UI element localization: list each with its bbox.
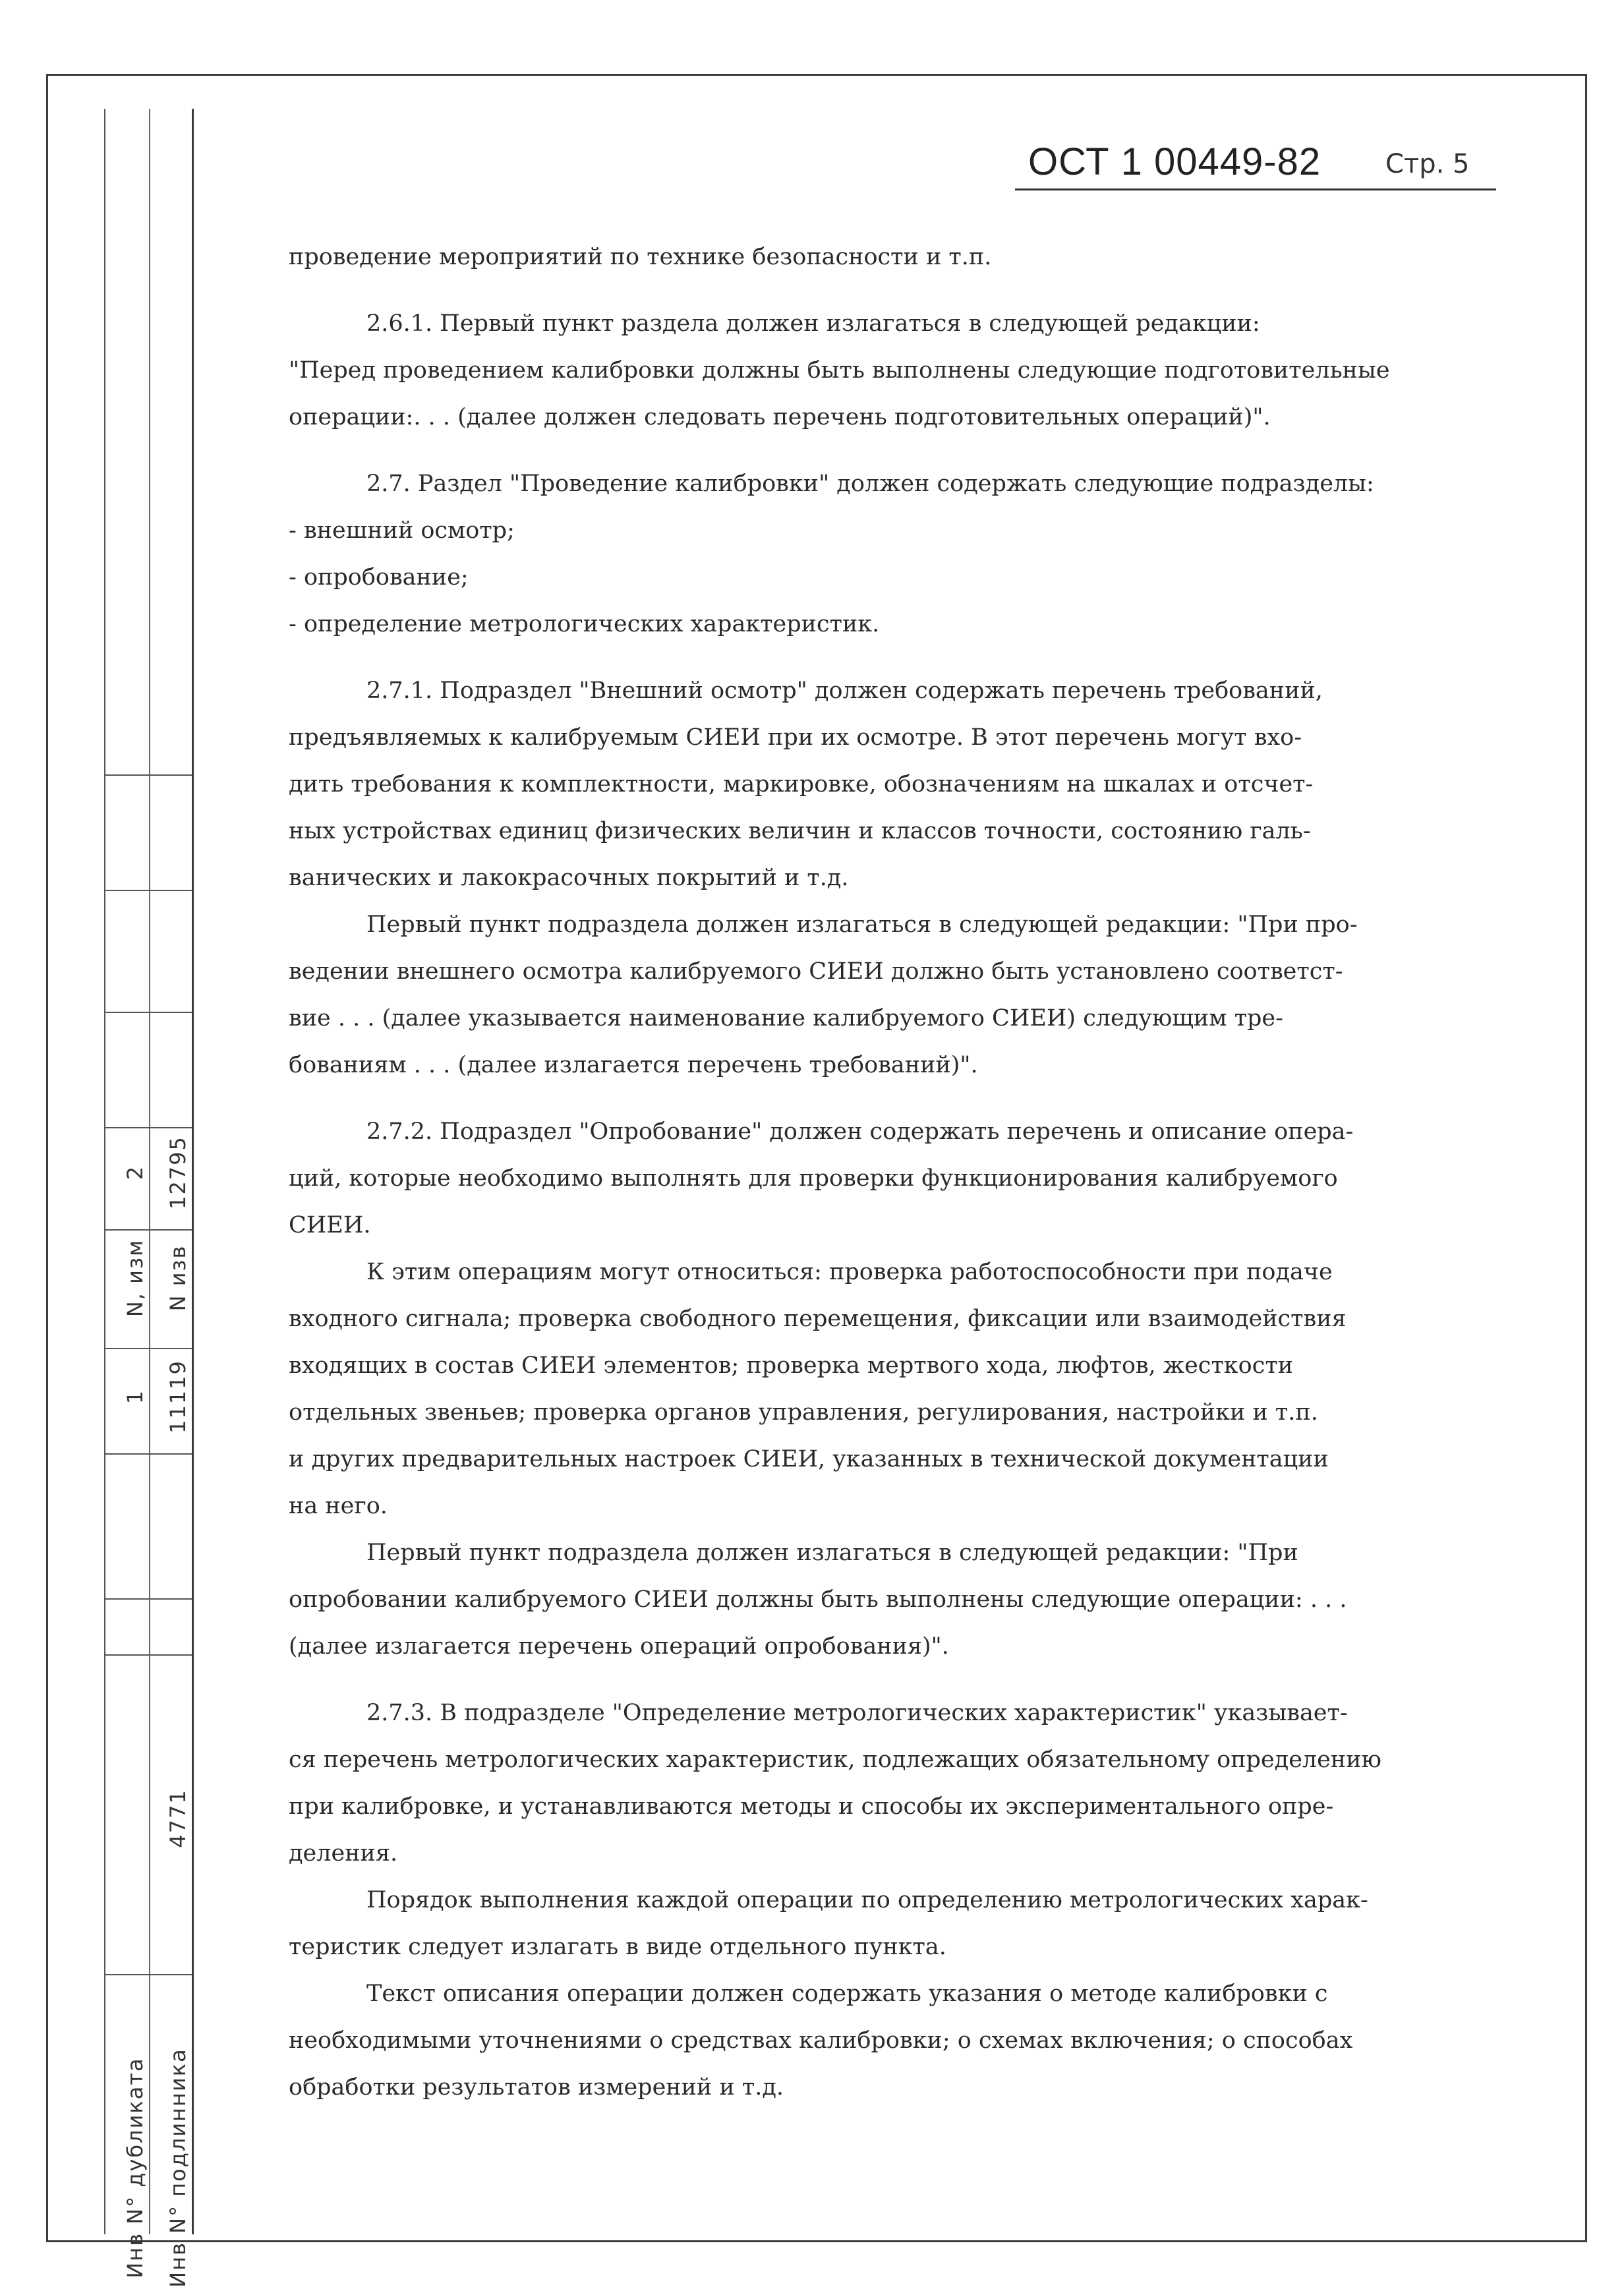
text-line: Текст описания операции должен содержать указания о методе калибровки с xyxy=(366,1981,1328,2007)
header-rule xyxy=(1015,189,1496,190)
document-body xyxy=(289,234,1472,2111)
page-header xyxy=(975,140,1496,192)
text-line: необходимыми уточнениями о средствах калибровки; о схемах включения; о способах xyxy=(289,2027,1353,2054)
page-number: Стр. 5 xyxy=(1385,149,1470,179)
text-line: ванических и лакокрасочных покрытий и т.д. xyxy=(289,865,849,891)
margin-divider xyxy=(105,1974,192,1975)
margin-divider xyxy=(105,774,192,776)
text-line: - внешний осмотр; xyxy=(289,517,515,544)
original-inventory-label: Инв N° подлинника xyxy=(165,2048,190,2288)
revision-a-notice: 11119 xyxy=(165,1360,190,1434)
text-line: Первый пункт подраздела должен излагаться в следующей редакции: "При про- xyxy=(366,912,1358,938)
text-line: 2.6.1. Первый пункт раздела должен излагаться в следующей редакции: xyxy=(366,310,1260,337)
document-code: ОСТ 1 00449-82 xyxy=(1028,140,1321,183)
text-line: входящих в состав СИЕИ элементов; проверка мертвого хода, люфтов, жесткости xyxy=(289,1352,1294,1379)
text-line: 2.7.1. Подраздел "Внешний осмотр" должен содержать перечень требований, xyxy=(366,678,1323,704)
margin-stamp-column xyxy=(104,109,194,2288)
text-line: К этим операциям могут относиться: проверка работоспособности при подаче xyxy=(366,1259,1333,1285)
text-line: дить требования к комплектности, маркировке, обозначениям на шкалах и отсчет- xyxy=(289,771,1314,798)
text-line: предъявляемых к калибруемым СИЕИ при их осмотре. В этот перечень могут вхо- xyxy=(289,724,1302,751)
duplicate-inventory-label: Инв N° дубликата xyxy=(123,2057,148,2278)
text-line: Порядок выполнения каждой операции по определению метрологических харак- xyxy=(366,1887,1368,1913)
text-line: входного сигнала; проверка свободного перемещения, фиксации или взаимодействия xyxy=(289,1306,1347,1332)
text-line: ций, которые необходимо выполнять для проверки функционирования калибруемого xyxy=(289,1165,1338,1192)
text-line: вие . . . (далее указывается наименование калибруемого СИЕИ) следующим тре- xyxy=(289,1005,1283,1031)
text-line: бованиям . . . (далее излагается перечень требований)". xyxy=(289,1052,978,1078)
margin-divider xyxy=(105,890,192,891)
text-line: и других предварительных настроек СИЕИ, указанных в технической документации xyxy=(289,1446,1329,1472)
text-line: теристик следует излагать в виде отдельного пункта. xyxy=(289,1934,946,1960)
revision-notice-label: N изв xyxy=(165,1244,190,1312)
text-line: при калибровке, и устанавливаются методы и способы их экспериментального опре- xyxy=(289,1793,1334,1820)
inventory-number: 4771 xyxy=(165,1789,190,1848)
text-line: операции:. . . (далее должен следовать перечень подготовительных операций)". xyxy=(289,404,1271,430)
margin-column-divider xyxy=(149,109,150,2234)
text-line: (далее излагается перечень операций опробования)". xyxy=(289,1633,949,1660)
text-line: - определение метрологических характеристик. xyxy=(289,611,880,637)
text-line: Первый пункт подраздела должен излагаться в следующей редакции: "При xyxy=(366,1540,1298,1566)
revision-number-label: N, изм xyxy=(123,1238,148,1318)
margin-divider xyxy=(105,1598,192,1600)
revision-a-number: 1 xyxy=(123,1389,148,1405)
text-line: "Перед проведением калибровки должны быть выполнены следующие подготовительные xyxy=(289,357,1390,384)
text-line: деления. xyxy=(289,1840,398,1867)
text-line: - опробование; xyxy=(289,564,469,591)
text-line: опробовании калибруемого СИЕИ должны быть выполнены следующие операции: . . . xyxy=(289,1586,1347,1613)
revision-b-notice: 12795 xyxy=(165,1136,190,1209)
text-line: ся перечень метрологических характеристик, подлежащих обязательному определению xyxy=(289,1747,1382,1773)
margin-divider xyxy=(105,1654,192,1656)
text-line: 2.7. Раздел "Проведение калибровки" должен содержать следующие подразделы: xyxy=(366,471,1374,497)
text-line: проведение мероприятий по технике безопасности и т.п. xyxy=(289,244,992,270)
revision-b-number: 2 xyxy=(123,1165,148,1180)
text-line: 2.7.3. В подразделе "Определение метрологических характеристик" указывает- xyxy=(366,1700,1348,1726)
text-line: СИЕИ. xyxy=(289,1212,371,1238)
text-line: ных устройствах единиц физических величин и классов точности, состоянию галь- xyxy=(289,818,1311,844)
margin-divider xyxy=(105,1012,192,1013)
text-line: обработки результатов измерений и т.д. xyxy=(289,2074,784,2101)
text-line: ведении внешнего осмотра калибруемого СИЕИ должно быть установлено соответст- xyxy=(289,958,1343,985)
text-line: 2.7.2. Подраздел "Опробование" должен содержать перечень и описание опера- xyxy=(366,1118,1354,1145)
text-line: отдельных звеньев; проверка органов управления, регулирования, настройки и т.п. xyxy=(289,1399,1318,1426)
text-line: на него. xyxy=(289,1493,388,1519)
